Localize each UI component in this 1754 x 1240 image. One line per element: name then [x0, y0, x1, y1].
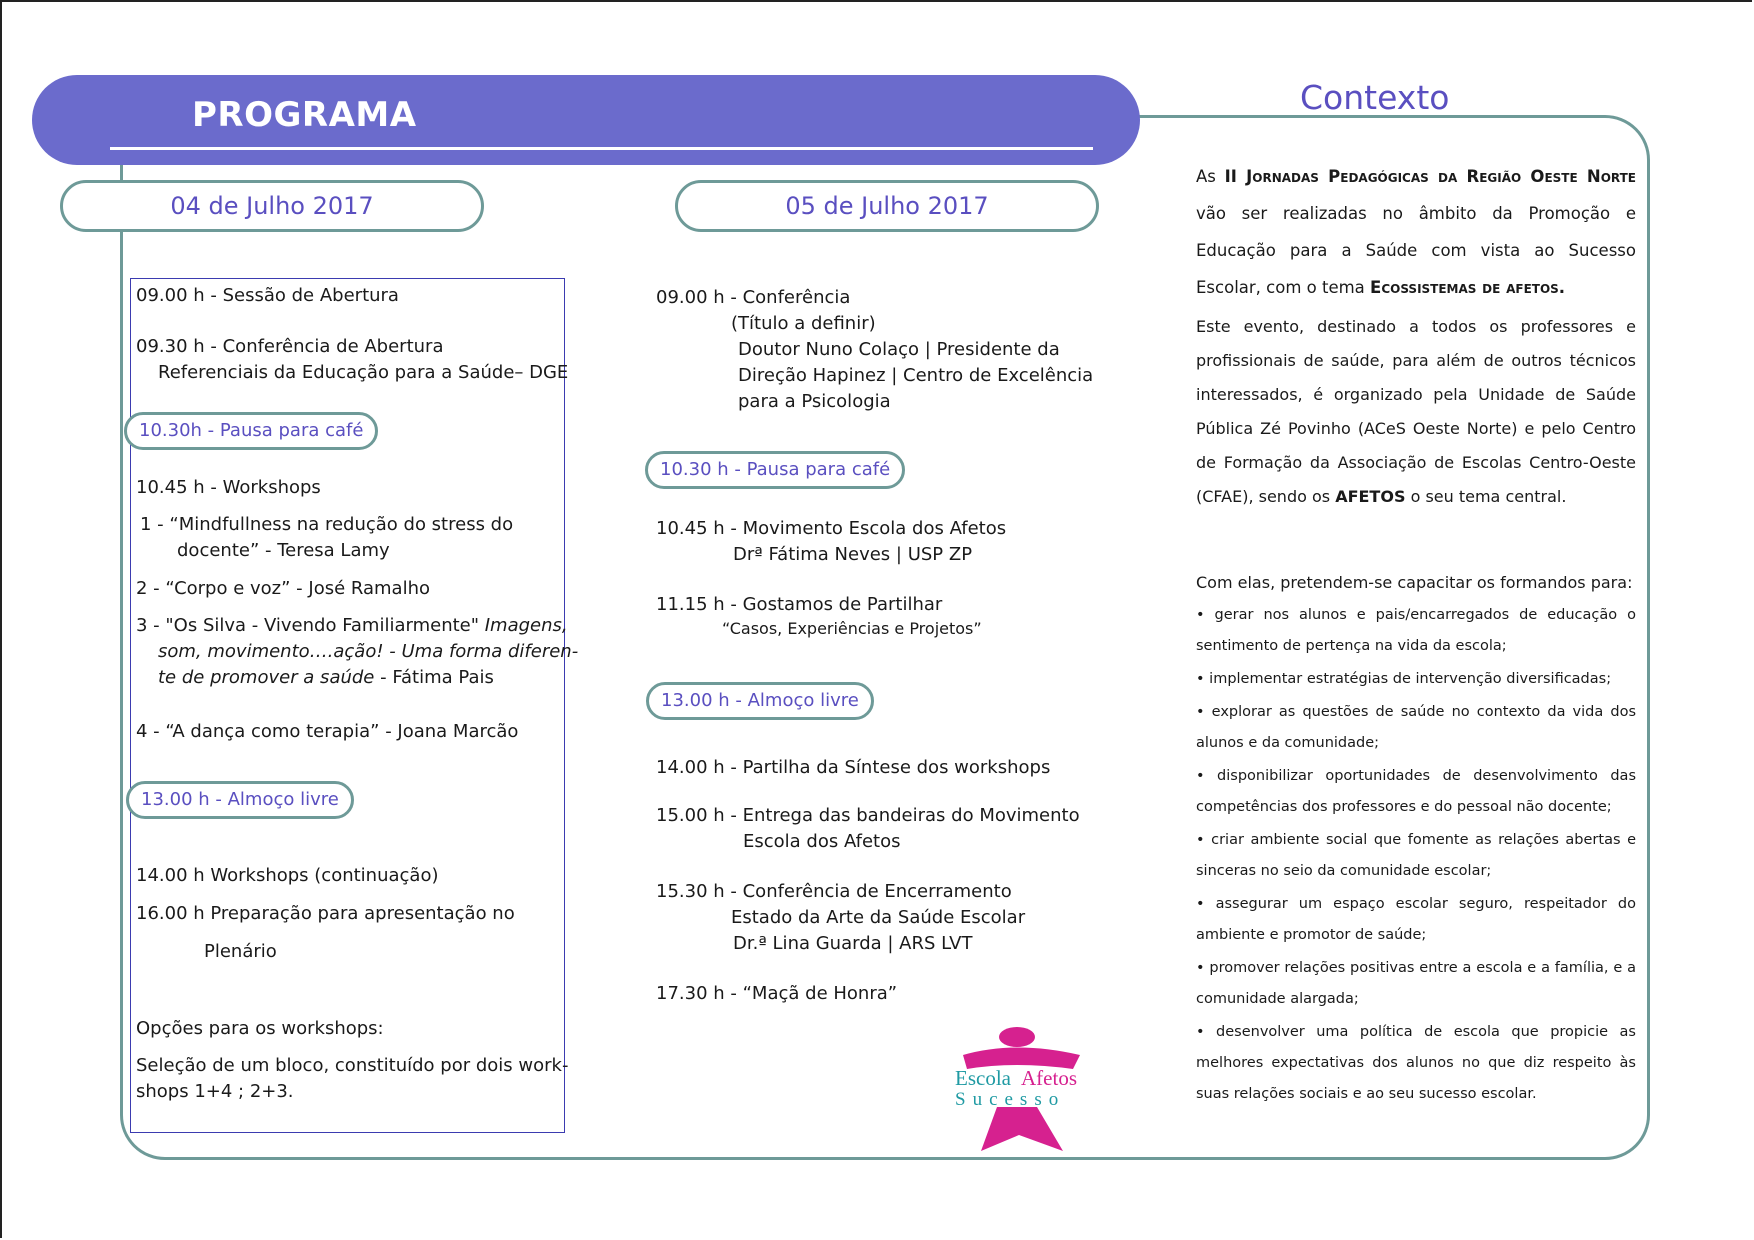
session-title: Movimento Escola dos Afetos [742, 518, 1007, 539]
day2-conference-speaker2: Direção Hapinez | Centro de Excelência [738, 365, 1094, 386]
session-title: Entrega das bandeiras do Movimento [742, 805, 1080, 826]
time-label: 10.45 h - [136, 477, 223, 498]
time-label: 09.30 h - [136, 336, 223, 357]
workshop-presenter: - Fátima Pais [374, 667, 494, 688]
day2-bandeiras [656, 805, 1080, 826]
day1-workshops-cont: 14.00 h Workshops (continuação) [136, 865, 439, 886]
workshop-4: 4 - “A dança como terapia” - Joana Marcão [136, 721, 519, 742]
list-item: • disponibilizar oportunidades de desenvolvimento das competências dos professores e do pessoal não docente; [1196, 768, 1636, 815]
logo-body [981, 1107, 1063, 1151]
day2-lunch: 13.00 h - Almoço livre [646, 682, 874, 720]
day2-conference: 09.00 h - Conferência [656, 287, 851, 308]
workshop-subtitle: te de promover a saúde [158, 667, 375, 688]
day1-conference-subtitle: Referenciais da Educação para a Saúde– DGE [158, 362, 569, 383]
logo-text-escola: Escola [955, 1066, 1011, 1090]
session-title: Conferência de Encerramento [742, 881, 1012, 902]
day2-partilhar [656, 594, 942, 615]
day2-coffee-break: 10.30 h - Pausa para café [645, 451, 905, 489]
time-label: 14.00 h - [656, 757, 743, 778]
day2-conference-title: (Título a definir) [731, 313, 876, 334]
day1-coffee-break: 10.30h - Pausa para café [124, 412, 378, 450]
day2-header: 05 de Julho 2017 [675, 180, 1099, 232]
contexto-paragraph-1 [1196, 158, 1636, 306]
session-title: Gostamos de Partilhar [742, 594, 943, 615]
list-item: • assegurar um espaço escolar seguro, respeitador do ambiente e promotor de saúde; [1196, 896, 1636, 943]
session-title: Sessão de Abertura [222, 285, 399, 306]
day1-lunch: 13.00 h - Almoço livre [126, 781, 354, 819]
workshop-options-title: Opções para os workshops: [136, 1018, 384, 1039]
workshop-2: 2 - “Corpo e voz” - José Ramalho [136, 578, 431, 599]
day2-bandeiras-line2: Escola dos Afetos [743, 831, 901, 852]
day2-conference-speaker3: para a Psicologia [738, 391, 891, 412]
day2-encerramento [656, 881, 1012, 902]
logo-text-afetos: Afetos [1021, 1066, 1077, 1090]
workshop-title: 3 - "Os Silva - Vivendo Familiarmente" [136, 615, 485, 636]
session-title: Conferência de Abertura [222, 336, 444, 357]
day1-plenary: Plenário [204, 941, 277, 962]
workshop-3-line3 [158, 667, 494, 688]
day1-workshops [136, 477, 321, 498]
day2-maca-honra [656, 983, 897, 1004]
list-item: • gerar nos alunos e pais/encarregados de educação o sentimento de pertença na vida da escola; [1196, 607, 1636, 654]
day1-conference [136, 336, 443, 357]
day2-encerramento-title: Estado da Arte da Saúde Escolar [731, 907, 1026, 928]
list-item: • criar ambiente social que fomente as relações abertas e sinceras no seio da comunidade escolar; [1196, 832, 1636, 879]
banner-rule [110, 147, 1093, 150]
day1-header: 04 de Julho 2017 [60, 180, 484, 232]
time-label: 09.00 h - [136, 285, 223, 306]
contexto-intro: Com elas, pretendem-se capacitar os formandos para: [1196, 573, 1633, 592]
time-label: 15.00 h - [656, 805, 743, 826]
time-label: 17.30 h - [656, 983, 743, 1004]
contexto-title: Contexto [1300, 78, 1450, 117]
list-item: • promover relações positivas entre a escola e a família, e a comunidade alargada; [1196, 960, 1636, 1007]
escola-afetos-logo [955, 1025, 1095, 1155]
ctx-text: vão ser realizadas no âmbito da Promoção e Educação para a Saúde com vista ao Sucesso Escolar, com o tema [1196, 204, 1636, 297]
day2-conference-speaker1: Doutor Nuno Colaço | Presidente da [738, 339, 1060, 360]
workshop-3-line2: som, movimento….ação! - Uma forma diferen- [158, 641, 579, 662]
workshop-options-line1: Seleção de um bloco, constituído por dois work- [136, 1055, 569, 1076]
ctx-text: As [1196, 167, 1216, 186]
session-title: “Maçã de Honra” [742, 983, 898, 1004]
list-item: • explorar as questões de saúde no contexto da vida dos alunos e da comunidade; [1196, 704, 1636, 751]
session-title: Workshops [222, 477, 321, 498]
workshop-options-line2: shops 1+4 ; 2+3. [136, 1081, 294, 1102]
banner-title: PROGRAMA [192, 95, 417, 135]
contexto-objectives-list [1196, 600, 1636, 1112]
time-label: 15.30 h - [656, 881, 743, 902]
ctx-text: Este evento, destinado a todos os professores e profissionais de saúde, para além de outros técnicos interessados, é organizado pela Unidade de Saúde Pública Zé Povinho (ACeS Oeste Norte) e pelo Centro de Formação da Associação de Escolas Centro-Oeste (CFAE), sendo os [1196, 317, 1636, 506]
day1-preparation: 16.00 h Preparação para apresentação no [136, 903, 515, 924]
day2-sintese [656, 757, 1050, 778]
workshop-1-line2: docente” - Teresa Lamy [177, 540, 390, 561]
time-label: 11.15 h - [656, 594, 743, 615]
day2-movimento-speaker: Drª Fátima Neves | USP ZP [733, 544, 973, 565]
day1-schedule-box [130, 278, 565, 1133]
list-item: • desenvolver uma política de escola que propicie as melhores expectativas dos alunos no que diz respeito às suas relações sociais e ao seu sucesso escolar. [1196, 1024, 1636, 1102]
session-title: Partilha da Síntese dos workshops [742, 757, 1051, 778]
workshop-1-line1: 1 - “Mindfullness na redução do stress do [140, 514, 514, 535]
programa-banner [32, 75, 1140, 165]
day2-partilhar-subtitle: “Casos, Experiências e Projetos” [722, 619, 982, 638]
workshop-subtitle: Imagens, [484, 615, 568, 636]
day2-movimento [656, 518, 1006, 539]
ctx-text: o seu tema central. [1410, 487, 1567, 506]
ctx-theme: Ecossistemas de afetos. [1370, 278, 1566, 297]
ctx-highlight: AFETOS [1335, 487, 1406, 506]
list-item: • implementar estratégias de intervenção diversificadas; [1196, 671, 1612, 687]
time-label: 10.45 h - [656, 518, 743, 539]
logo-text-sucesso: Sucesso [955, 1089, 1066, 1110]
day2-encerramento-speaker: Dr.ª Lina Guarda | ARS LVT [733, 933, 973, 954]
day1-opening [136, 285, 399, 306]
logo-head [999, 1027, 1035, 1047]
ctx-event-name: II Jornadas Pedagógicas da Região Oeste Norte [1224, 167, 1637, 186]
workshop-3-line1 [136, 615, 568, 636]
contexto-paragraph-2 [1196, 310, 1636, 514]
